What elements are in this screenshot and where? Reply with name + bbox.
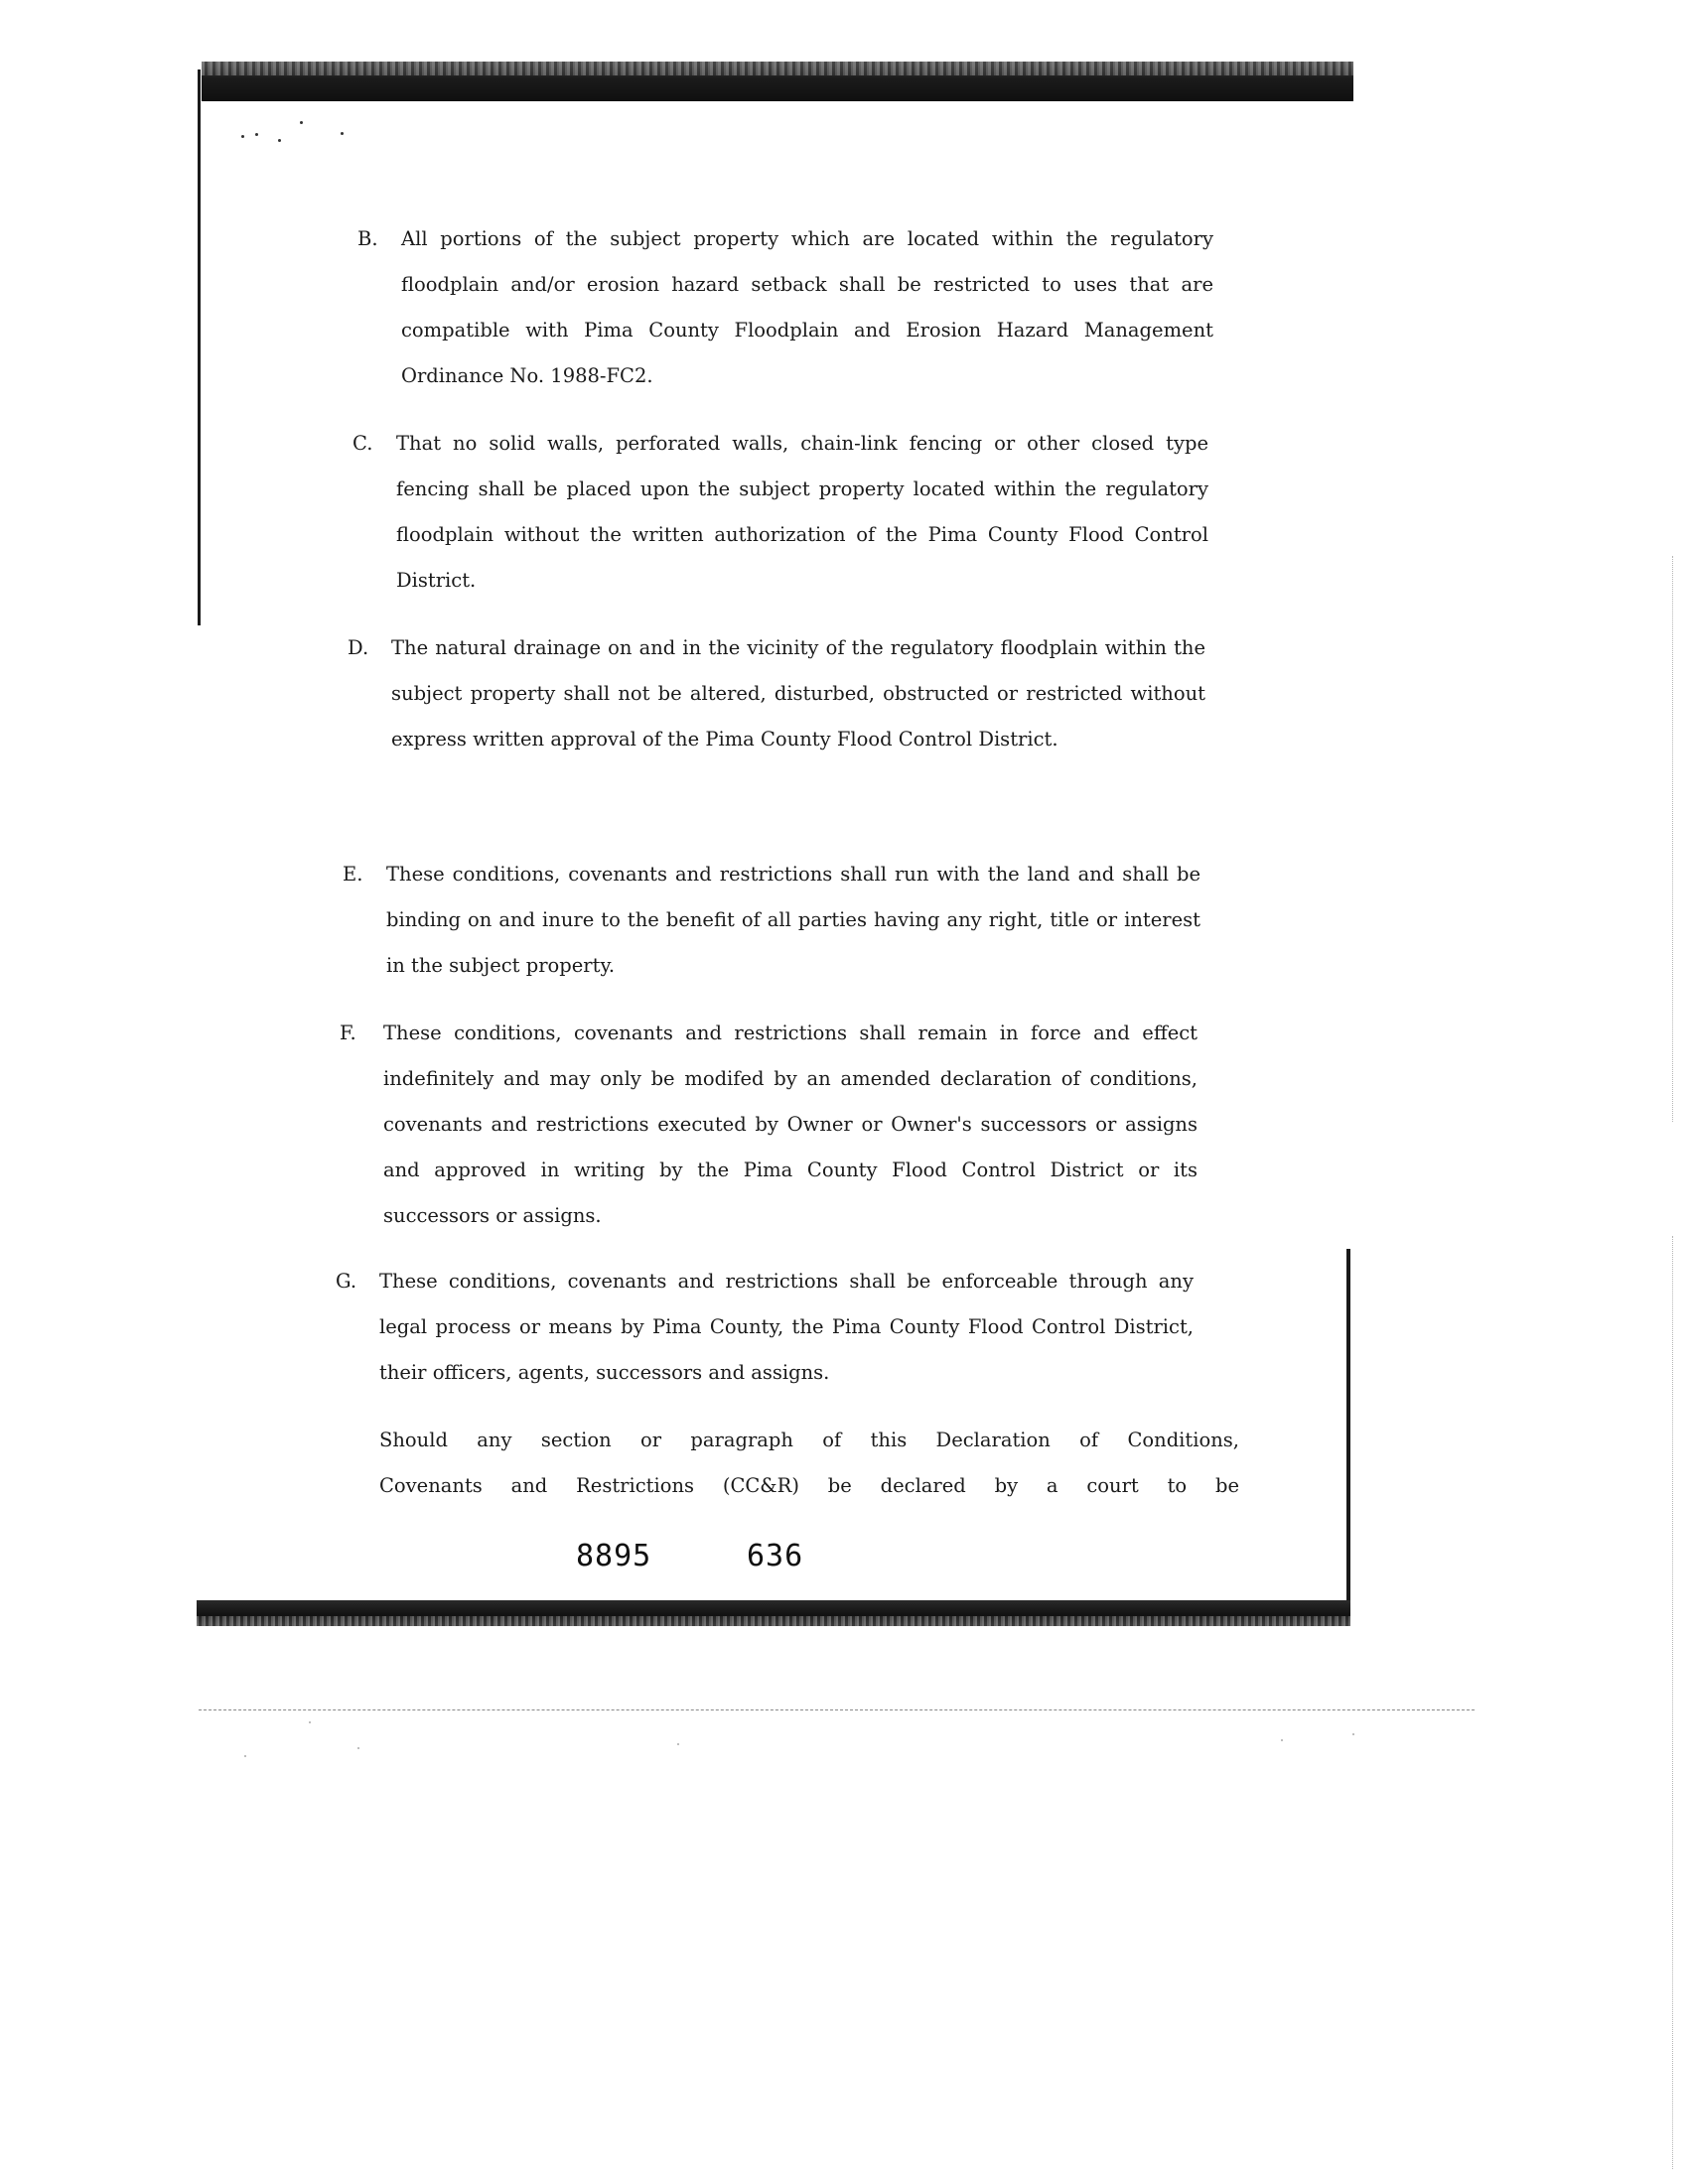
scan-speck (1352, 1733, 1354, 1735)
scan-speck (244, 1755, 246, 1757)
scan-divider-line (199, 1709, 1475, 1711)
clause-letter: C. (352, 432, 373, 455)
closing-line-1: Should any section or paragraph of this Declaration of Conditions, (379, 1429, 1239, 1451)
clause-text: The natural drainage on and in the vicinity of the regulatory floodplain within the subject property shall not be altered, disturbed, obstructed or restricted without express written approval of the Pima County Flood Control District. (391, 636, 1205, 751)
clause-letter: D. (348, 636, 369, 659)
clause-letter: G. (336, 1270, 357, 1293)
scan-speck (255, 133, 258, 136)
scan-speck (1281, 1739, 1283, 1741)
clause-text: That no solid walls, perforated walls, chain-link fencing or other closed type fencing shall be placed upon the subject property located within the regulatory floodplain without the written authorization of the Pima County Flood Control District. (396, 432, 1208, 592)
clause-text: All portions of the subject property which are located within the regulatory floodplain and/or erosion hazard setback shall be restricted to uses that are compatible with Pima County Floodplain and Erosion Hazard Management Ordinance No. 1988-FC2. (401, 227, 1213, 387)
scan-frame-left (198, 69, 201, 625)
docket-number: 8895 (576, 1539, 652, 1573)
clause-text: These conditions, covenants and restrictions shall be enforceable through any legal process or means by Pima County, the Pima County Flood Control District, their officers, agents, successors and assigns. (379, 1270, 1194, 1384)
scan-frame-right (1346, 1249, 1350, 1610)
scan-speck (341, 132, 344, 135)
scan-frame-bottom (197, 1600, 1350, 1626)
scan-speck (677, 1743, 679, 1745)
scan-speck (357, 1747, 359, 1749)
closing-paragraph (379, 1418, 1239, 1509)
clause-letter: B. (357, 227, 378, 250)
scan-speck (241, 135, 244, 138)
clause-text: These conditions, covenants and restrictions shall remain in force and effect indefinitely and may only be modifed by an amended declaration of conditions, covenants and restrictions executed by Owner or Owner's successors or assigns and approved in writing by the Pima County Flood Control District or its successors or assigns. (383, 1022, 1198, 1227)
scan-frame-top (202, 62, 1353, 101)
clause-letter: F. (340, 1022, 356, 1044)
scan-speck (300, 121, 303, 124)
scan-speck (309, 1721, 311, 1723)
clause-letter: E. (343, 863, 363, 886)
scan-edge-line (1672, 556, 1673, 1122)
clause-text: These conditions, covenants and restrictions shall run with the land and shall be binding on and inure to the benefit of all parties having any right, title or interest in the subject property. (386, 863, 1200, 977)
page-number: 636 (747, 1539, 804, 1573)
scan-speck (278, 139, 281, 142)
closing-line-2: Covenants and Restrictions (CC&R) be declared by a court to be (379, 1474, 1239, 1497)
scan-edge-line (1672, 1236, 1673, 2169)
